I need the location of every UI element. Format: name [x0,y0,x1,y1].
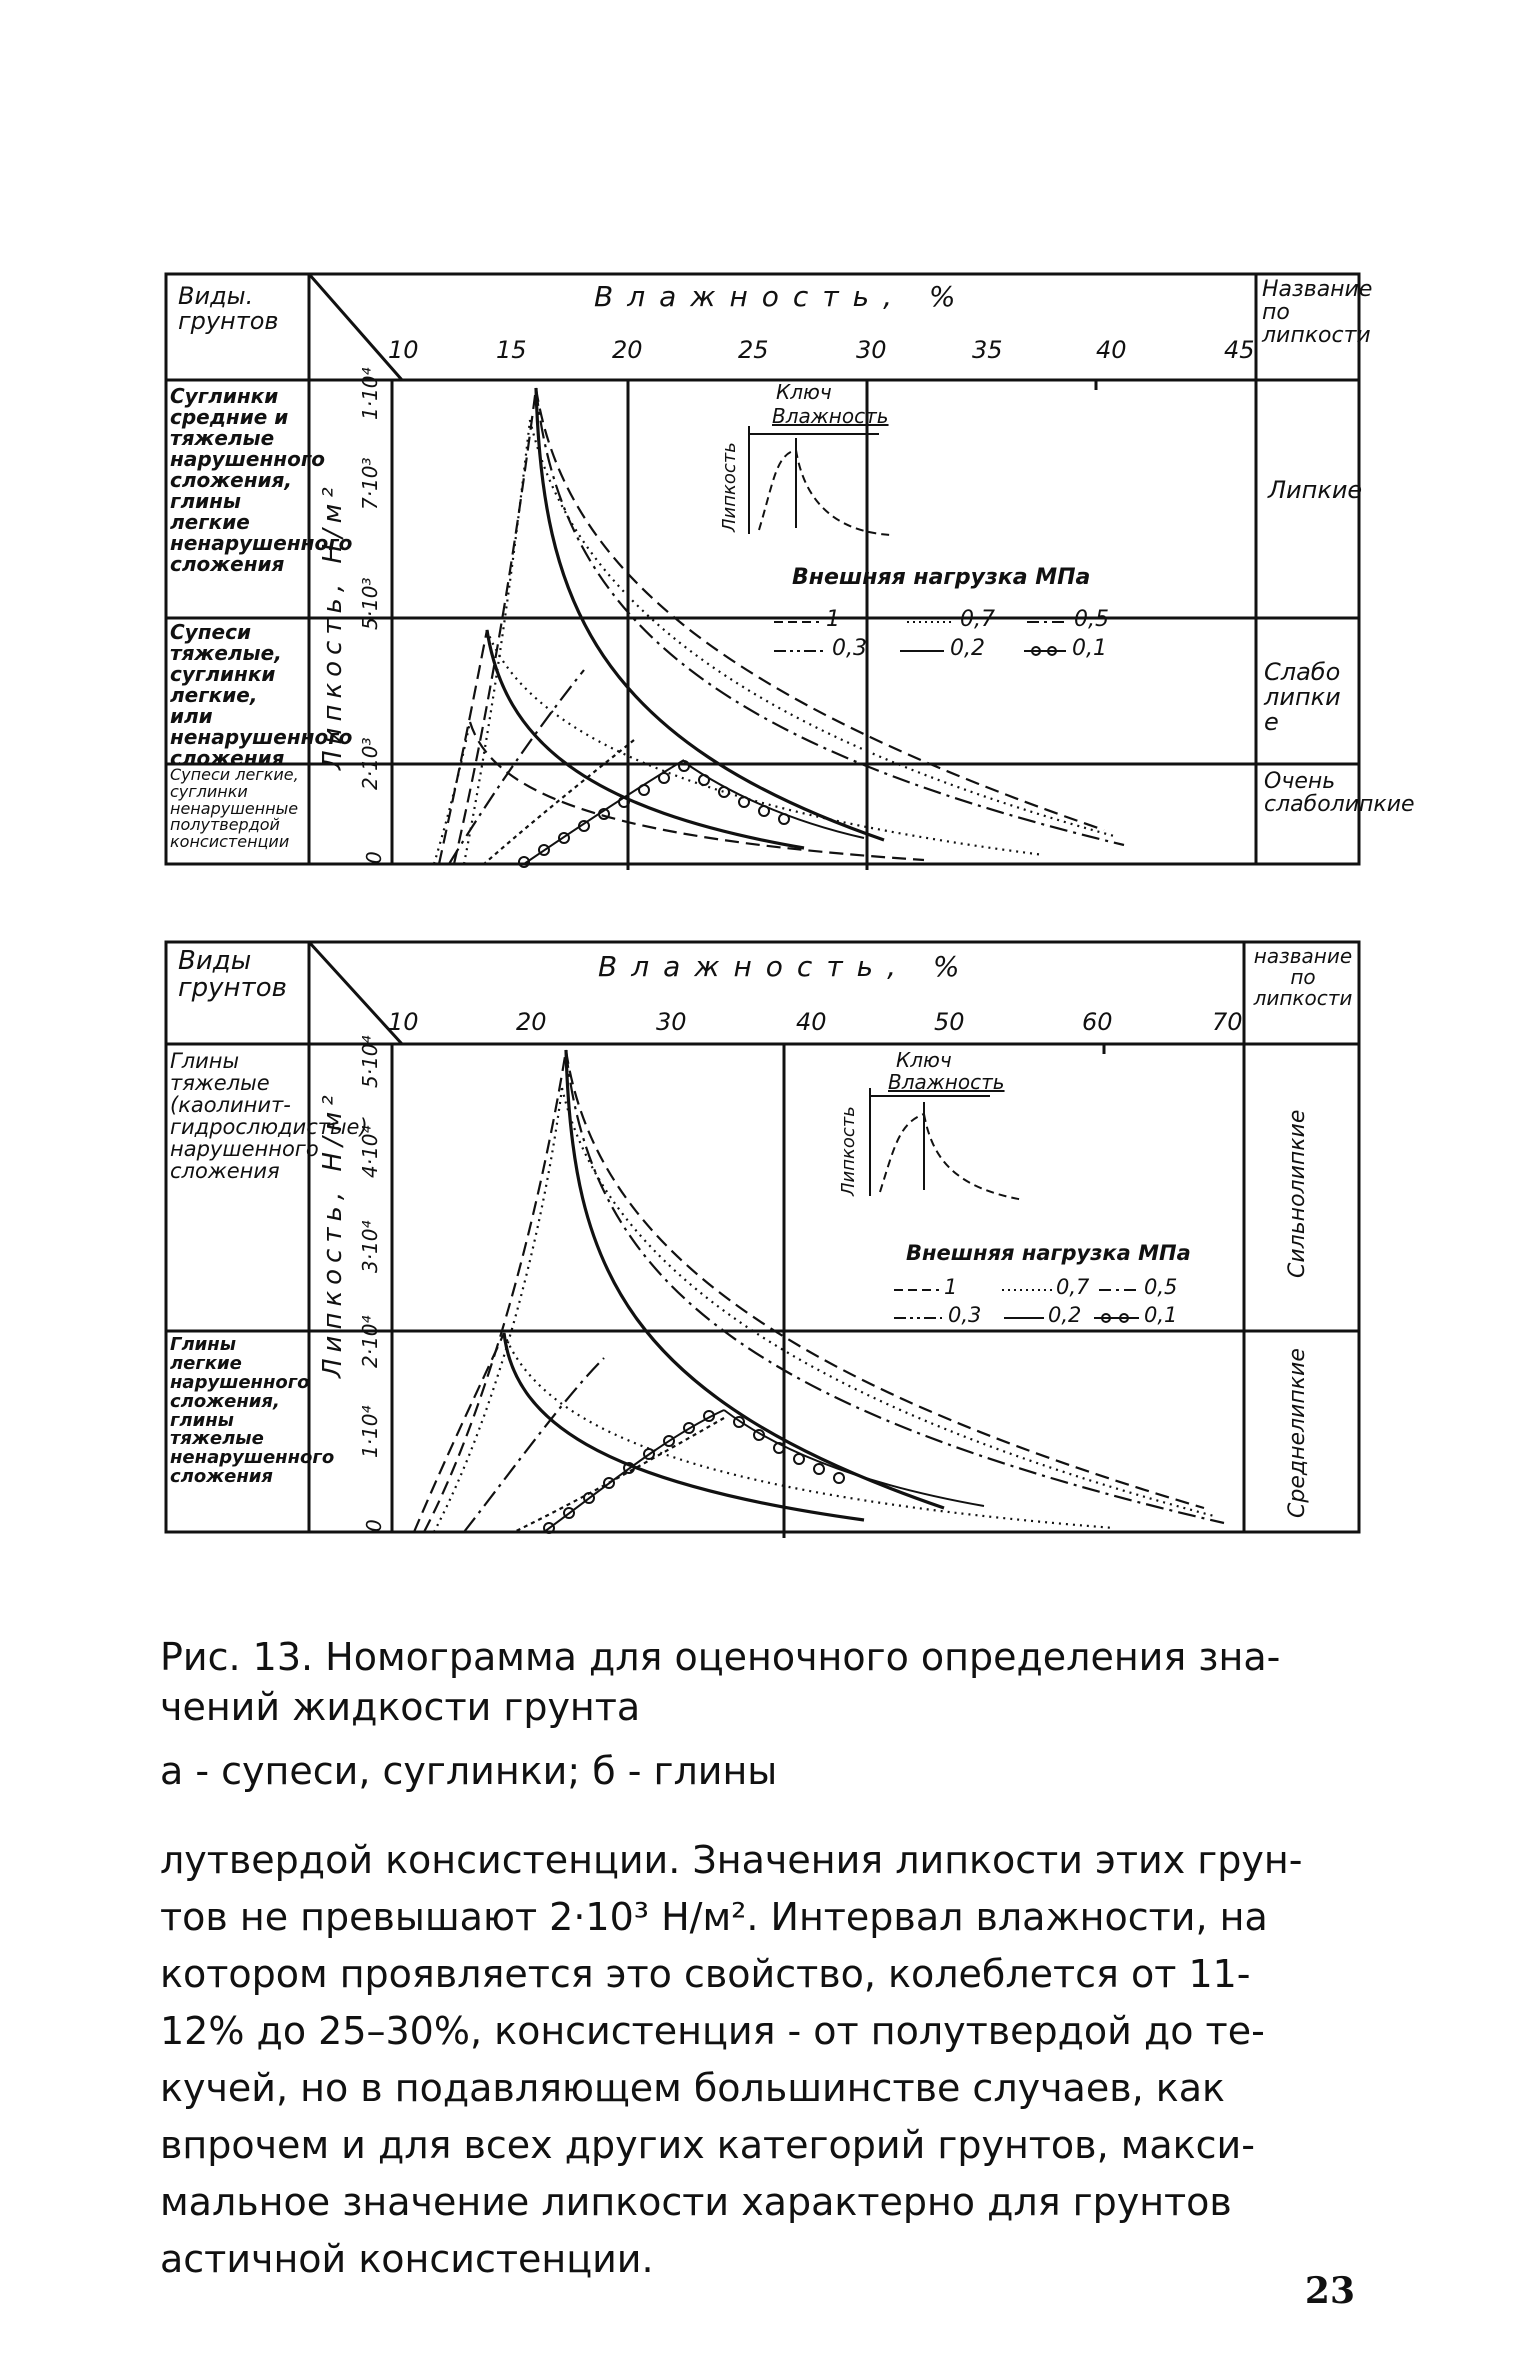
a-x-tick: 10 [388,336,419,364]
b-x-tick: 10 [388,1008,419,1036]
b-x-tick: 30 [656,1008,687,1036]
body-line: кучей, но в подавляющем большинстве случаев, как [160,2066,1225,2110]
b-legend-entry: 0,3 [948,1303,982,1327]
b-moisture-header: Влажность, % [598,950,974,983]
body-line: тов не превышают 2·10³ Н/м². Интервал влажности, на [160,1895,1268,1939]
a-legend-entry: 0,3 [832,636,867,661]
a-y-tick: 1·10⁴ [358,367,382,420]
caption-subline: а - супеси, суглинки; б - глины [160,1749,778,1793]
body-line: астичной консистенции. [160,2237,654,2281]
a-key-y-label: Липкость [719,442,740,532]
b-y-axis-label: Липкость, Н/м² [318,1089,348,1378]
body-line: лутвердой консистенции. Значения липкости этих грун- [160,1838,1303,1882]
b-stickiness-name-header: название по липкости [1253,944,1353,1010]
a-y-tick: 0 [362,851,386,864]
b-key-y-label: Липкость [838,1106,859,1196]
a-soil-type-row: Супеси легкие, суглинки ненарушенные полутвердой консистенции [170,765,299,852]
body-line: мальное значение липкости характерно для грунтов [160,2180,1232,2224]
nomogram-b [164,938,1364,1538]
b-key-x-label: Влажность [888,1070,1005,1094]
caption-line: чений жидкости грунта [160,1685,641,1729]
a-y-axis-label: Липкость, Н/м² [318,481,348,770]
body-line: впрочем и для всех других категорий грунтов, макси- [160,2123,1255,2167]
a-key-x-label: Влажность [772,404,889,428]
a-stickiness-name: Очень слаболипкие [1264,769,1415,818]
a-stickiness-name-header: Название по липкости [1262,277,1373,349]
a-legend-entry: 0,1 [1072,636,1107,661]
a-x-tick: 45 [1224,336,1255,364]
b-x-tick: 20 [516,1008,547,1036]
a-x-tick: 15 [496,336,527,364]
a-stickiness-name: Слаболипкие [1264,658,1341,737]
a-soil-types-header: Виды. грунтов [178,282,279,336]
page-number: 23 [1304,2270,1355,2312]
b-stickiness-name: Сильнолипкие [1285,1109,1310,1278]
a-y-tick: 2·10³ [358,737,382,790]
b-legend-title: Внешняя нагрузка МПа [906,1241,1191,1265]
a-x-tick: 35 [972,336,1003,364]
a-stickiness-name: Липкие [1268,476,1363,504]
a-soil-type-row: Суглинки средние и тяжелые нарушенного сложения, глины легкие ненарушенного сложения [170,384,353,576]
b-x-tick: 70 [1212,1008,1243,1036]
a-legend-entry: 0,7 [960,607,995,632]
a-soil-type-row: Супеси тяжелые, суглинки легкие, или ненарушенного сложения [170,620,353,770]
b-y-tick: 0 [362,1519,386,1532]
a-key-title: Ключ [776,380,832,404]
nomogram-a [164,270,1415,870]
b-key-title: Ключ [896,1048,952,1072]
b-x-tick: 50 [934,1008,965,1036]
b-legend-entry: 0,5 [1144,1275,1178,1299]
b-y-tick: 1·10⁴ [358,1405,382,1458]
figure-caption [160,1632,1380,1796]
b-x-tick: 40 [796,1008,827,1036]
b-y-tick: 4·10⁴ [358,1125,382,1178]
b-legend-entry: 0,1 [1144,1303,1178,1327]
a-legend-entry: 0,5 [1074,607,1109,632]
a-moisture-header: Влажность, % [594,280,970,313]
a-x-tick: 25 [738,336,769,364]
b-y-tick: 5·10⁴ [358,1035,382,1088]
b-legend-entry: 1 [944,1275,958,1299]
a-y-tick: 7·10³ [358,457,382,510]
b-soil-type-row: Глины легкие нарушенного сложения, глины тяжелые ненарушенного сложения [170,1334,335,1488]
b-soil-types-header: Виды грунтов [178,946,287,1004]
b-y-tick: 3·10⁴ [358,1220,382,1273]
body-paragraph [160,1832,1380,2288]
a-legend-title: Внешняя нагрузка МПа [792,565,1091,590]
b-legend-entry: 0,7 [1056,1275,1090,1299]
a-y-tick: 5·10³ [358,577,382,630]
body-line: котором проявляется это свойство, колеблется от 11- [160,1952,1251,1996]
a-x-tick: 30 [856,336,887,364]
a-x-tick: 40 [1096,336,1127,364]
body-line: 12% до 25–30%, консистенция - от полутвердой до те- [160,2009,1265,2053]
b-legend-entry: 0,2 [1048,1303,1082,1327]
a-legend-entry: 0,2 [950,636,985,661]
b-soil-type-row: Глины тяжелые (каолинит-гидрослюдистые) нарушенного сложения [170,1049,368,1184]
b-y-tick: 2·10⁴ [358,1315,382,1368]
caption-line: Рис. 13. Номограмма для оценочного определения зна- [160,1635,1281,1679]
b-stickiness-name: Среднелипкие [1285,1348,1310,1518]
a-legend-entry: 1 [826,607,840,632]
b-x-tick: 60 [1082,1008,1113,1036]
a-x-tick: 20 [612,336,643,364]
